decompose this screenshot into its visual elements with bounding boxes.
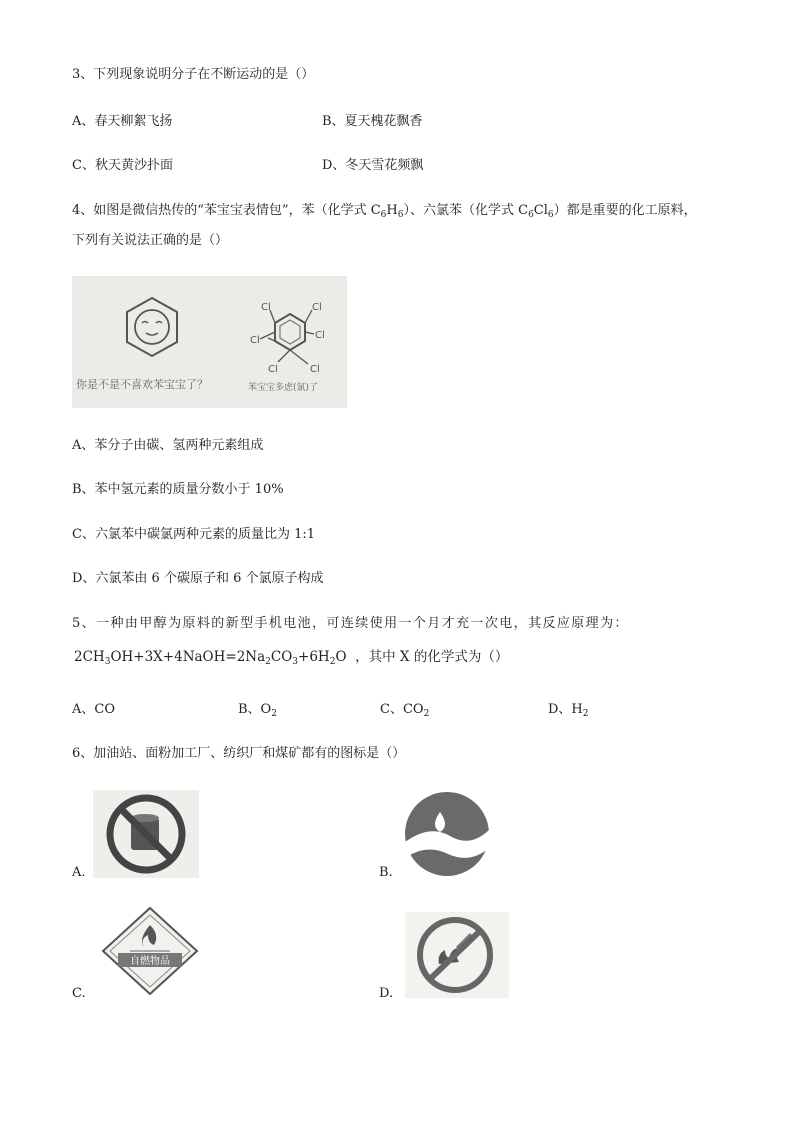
cl-label: Cl [261,302,271,313]
cl-label: Cl [250,335,260,346]
cl-label: Cl [268,364,278,375]
q5-option-c: C、$CO_2$ [380,702,430,719]
q5-option-a: A、CO [72,702,115,717]
q4-option-c: C、六氯苯中碳氯两种元素的质量比为 1:1 [72,527,316,542]
q5-option-b: B、$O_2$ [238,702,277,719]
figure-caption-right: 苯宝宝多虑(氯)了 [248,383,319,393]
spontaneous-combustion-sign-icon [100,905,200,997]
q5-equation: $2CH_3OH+3X+4NaOH=2Na_2CO_3+6H_2O$ ，其中 X 的化学式为（） [74,649,509,667]
water-reactive-sign-icon [400,790,496,878]
q6-label-d: D. [379,986,394,1001]
q3-option-a: A、春天柳絮飞扬 [72,114,173,129]
q6-label-a: A. [72,865,86,880]
sign-c-text: 自燃物品 [130,956,170,967]
q6-label-c: C. [72,986,86,1001]
q4-option-d: D、六氯苯由 6 个碳原子和 6 个氯原子构成 [72,571,324,586]
q4-stem: 4、如图是微信热传的“苯宝宝表情包”，苯（化学式 $C_6H_6$）、六氯苯（化学式 $C_6Cl_6$）都是重要的化工原料， [72,203,697,220]
q6-label-b: B. [379,865,393,880]
q3-option-c: C、秋天黄沙扑面 [72,158,173,173]
q6-stem: 6、加油站、面粉加工厂、纺织厂和煤矿都有的图标是（） [72,746,406,761]
q4-option-b: B、苯中氢元素的质量分数小于 10% [72,482,284,497]
figure-caption-left: 你是不是不喜欢苯宝宝了？ [76,378,208,391]
q4-stem-line2: 下列有关说法正确的是（） [72,233,229,248]
cl-label: Cl [312,302,322,313]
q3-stem: 3、下列现象说明分子在不断运动的是（） [72,67,315,82]
cl-label: Cl [315,330,325,341]
benzene-meme-figure [72,276,347,408]
cl-label: Cl [310,364,320,375]
q4-option-a: A、苯分子由碳、氢两种元素组成 [72,438,264,453]
q3-option-d: D、冬天雪花频飘 [322,158,424,173]
q3-option-b: B、夏天槐花飘香 [322,114,423,129]
no-open-flame-sign-icon [405,912,509,998]
q5-option-d: D、$H_2$ [548,702,589,719]
q5-stem: 5、一种由甲醇为原料的新型手机电池，可连续使用一个月才充一次电，其反应原理为： [72,616,629,631]
no-storage-sign-icon [93,790,199,878]
